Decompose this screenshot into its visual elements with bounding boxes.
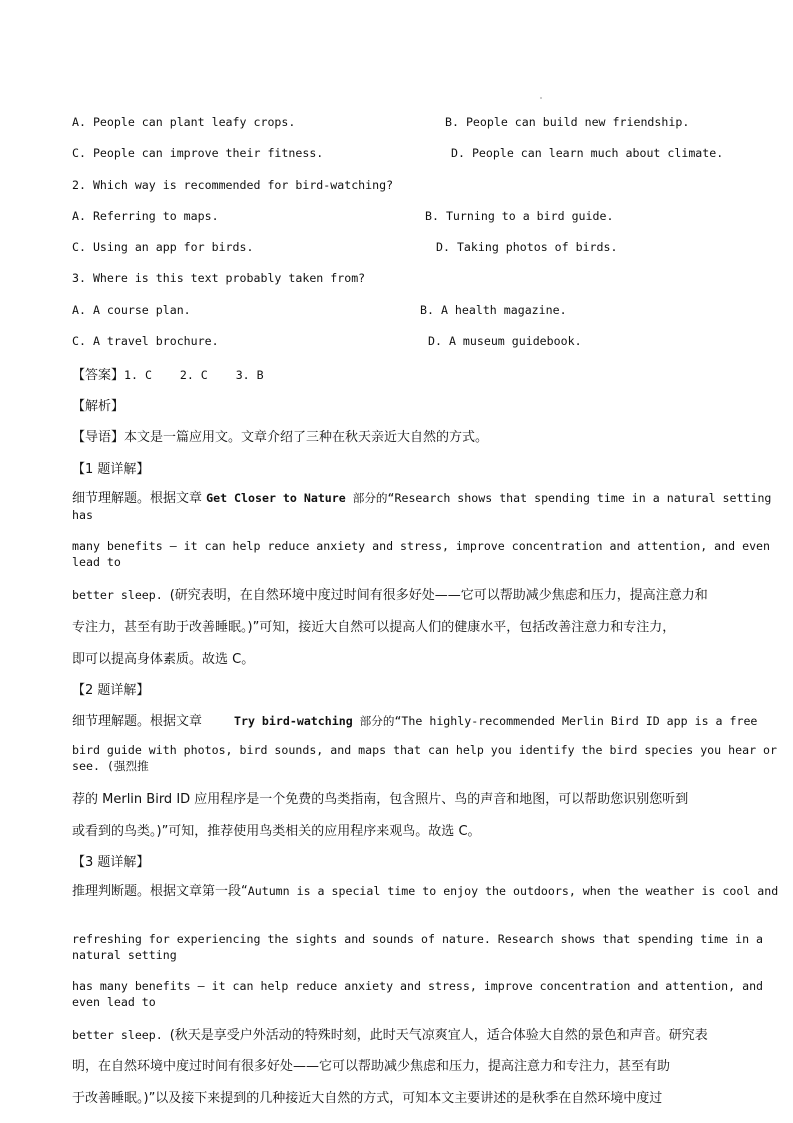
detail-3-line-4: better sleep. (秋天是享受户外活动的特殊时刻，此时天气凉爽宜人，适合体验大自然的景色和声音。研究表 <box>72 1028 708 1043</box>
q2-option-a: A. Referring to maps. <box>72 209 219 223</box>
q1-options-row-1 <box>72 115 787 135</box>
detail-1-para-1 <box>72 490 787 523</box>
q3-option-a: A. A course plan. <box>72 303 191 317</box>
q3-question: 3. Where is this text probably taken from? <box>72 271 366 285</box>
detail-3-line-6: 于改善睡眠。)”以及接下来提到的几种接近大自然的方式，可知本文主要讲述的是秋季在自然环境中度过 <box>72 1091 663 1106</box>
q2-options-row-1 <box>72 209 787 229</box>
q3-option-c: C. A travel brochure. <box>72 334 219 348</box>
q3-option-b: B. A health magazine. <box>420 303 567 317</box>
detail-1-quote: 部分的“Research shows that spending time in a natural setting has <box>72 491 772 522</box>
detail-2-section: Try bird-watching <box>234 714 353 728</box>
detail-3-line-3: has many benefits — it can help reduce anxiety and stress, improve concentration and attention, and even lead to <box>72 979 764 1009</box>
answer-label: 【答案】 <box>72 368 125 383</box>
q2-options-row-2 <box>72 240 787 260</box>
detail-3-line-2: refreshing for experiencing the sights and sounds of nature. Research shows that spending time in a natural setting <box>72 932 764 962</box>
analysis-label: 【解析】 <box>72 399 125 414</box>
detail-2-line-3: 荐的 Merlin Bird ID 应用程序是一个免费的鸟类指南，包含照片、鸟的声音和地图，可以帮助您识别您听到 <box>72 792 689 807</box>
q1-option-d: D. People can learn much about climate. <box>451 146 724 160</box>
q3-option-d: D. A museum guidebook. <box>428 334 582 348</box>
detail-1-line-3: better sleep. (研究表明，在自然环境中度过时间有很多好处——它可以帮助减少焦虑和压力，提高注意力和 <box>72 588 708 603</box>
q2-option-b: B. Turning to a bird guide. <box>425 209 614 223</box>
guide-text: 【导语】本文是一篇应用文。文章介绍了三种在秋天亲近大自然的方式。 <box>72 430 489 445</box>
detail-2-line-2: bird guide with photos, bird sounds, and maps that can help you identify the bird species you hear or see. (强烈推 <box>72 743 777 773</box>
detail-3-para-1: 推理判断题。根据文章第一段“Autumn is a special time to enjoy the outdoors, when the weather is cool and <box>72 884 779 899</box>
detail-3-heading: 【3 题详解】 <box>72 855 150 870</box>
q2-question: 2. Which way is recommended for bird-watching? <box>72 178 394 192</box>
q2-option-c: C. Using an app for birds. <box>72 240 254 254</box>
detail-1-heading: 【1 题详解】 <box>72 462 150 477</box>
detail-1-line-2: many benefits — it can help reduce anxiety and stress, improve concentration and attention, and even lead to <box>72 539 771 569</box>
q1-option-c: C. People can improve their fitness. <box>72 146 324 160</box>
detail-1-section: Get Closer to Nature <box>206 491 346 505</box>
answer-text: 1. C 2. C 3. B <box>124 368 264 382</box>
q2-option-d: D. Taking photos of birds. <box>436 240 618 254</box>
detail-2-line-4: 或看到的鸟类。)”可知，推荐使用鸟类相关的应用程序来观鸟。故选 C。 <box>72 824 481 839</box>
q3-options-row-1 <box>72 303 787 323</box>
detail-1-intro: 细节理解题。根据文章 <box>72 491 207 506</box>
detail-1-line-5: 即可以提高身体素质。故选 C。 <box>72 652 255 667</box>
detail-3-line-5: 明，在自然环境中度过时间有很多好处——它可以帮助减少焦虑和压力，提高注意力和专注力，甚至有助 <box>72 1059 671 1074</box>
detail-1-line-4: 专注力，甚至有助于改善睡眠。)”可知，接近大自然可以提高人们的健康水平，包括改善注意力和专注力， <box>72 620 676 635</box>
q1-option-b: B. People can build new friendship. <box>445 115 690 129</box>
answer-line <box>72 364 264 383</box>
detail-2-heading: 【2 题详解】 <box>72 683 150 698</box>
q1-option-a: A. People can plant leafy crops. <box>72 115 296 129</box>
stray-mark <box>540 97 542 99</box>
q3-options-row-2 <box>72 334 787 354</box>
q1-options-row-2 <box>72 146 787 166</box>
detail-2-para-1: 细节理解题。根据文章 Try bird-watching 部分的“The highly-recommended Merlin Bird ID app is a free <box>72 714 758 729</box>
